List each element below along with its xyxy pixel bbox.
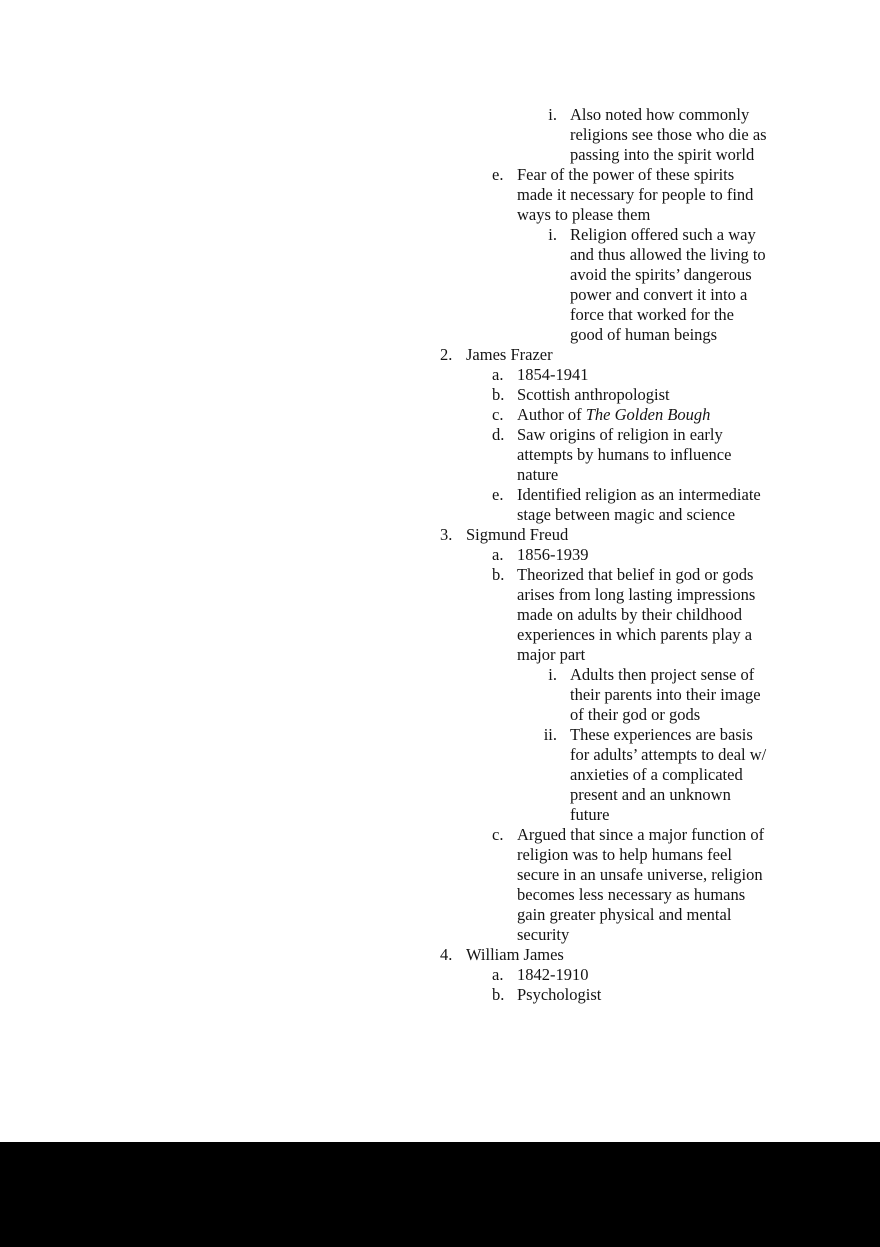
text-line: passing into the spirit world bbox=[570, 145, 755, 164]
item-text bbox=[517, 425, 731, 485]
list-marker: ii. bbox=[543, 725, 557, 744]
outline-item bbox=[528, 725, 767, 825]
italic-title: The Golden Bough bbox=[585, 405, 711, 424]
text-line: becomes less necessary as humans bbox=[517, 885, 746, 904]
text-line: 1854-1941 bbox=[517, 365, 589, 384]
item-text bbox=[517, 825, 764, 945]
text-line: Argued that since a major function of bbox=[517, 825, 765, 844]
text-line: Fear of the power of these spirits bbox=[517, 165, 735, 184]
text-line: nature bbox=[517, 465, 559, 484]
list-marker: i. bbox=[548, 105, 557, 124]
text-line: arises from long lasting impressions bbox=[517, 585, 756, 604]
list-marker: a. bbox=[492, 965, 504, 984]
text-line: Author of The Golden Bough bbox=[517, 405, 711, 424]
list-marker: b. bbox=[492, 565, 505, 584]
outline-item bbox=[440, 345, 767, 365]
list-marker: c. bbox=[492, 405, 504, 424]
outline-item bbox=[492, 565, 767, 665]
text-line: avoid the spirits’ dangerous bbox=[570, 265, 752, 284]
text-line: Adults then project sense of bbox=[570, 665, 755, 684]
text-line: Theorized that belief in god or gods bbox=[517, 565, 754, 584]
item-text bbox=[570, 225, 766, 345]
list-marker: b. bbox=[492, 985, 505, 1004]
text-line: major part bbox=[517, 645, 586, 664]
list-marker: b. bbox=[492, 385, 505, 404]
list-marker: i. bbox=[548, 665, 557, 684]
list-marker: c. bbox=[492, 825, 504, 844]
list-marker: e. bbox=[492, 165, 504, 184]
text-line: for adults’ attempts to deal w/ bbox=[570, 745, 767, 764]
text-line: made on adults by their childhood bbox=[517, 605, 742, 624]
text-line: future bbox=[570, 805, 610, 824]
text-line: William James bbox=[466, 945, 564, 964]
text-line: experiences in which parents play a bbox=[517, 625, 753, 644]
text-line: Saw origins of religion in early bbox=[517, 425, 723, 444]
item-text bbox=[517, 385, 670, 405]
text-line: Also noted how commonly bbox=[570, 105, 750, 124]
bottom-black-bar bbox=[0, 1142, 880, 1247]
list-marker: a. bbox=[492, 365, 504, 384]
outline-item bbox=[528, 225, 767, 345]
outline-item bbox=[440, 525, 767, 545]
text-line: made it necessary for people to find bbox=[517, 185, 754, 204]
text-line: gain greater physical and mental bbox=[517, 905, 732, 924]
item-text bbox=[570, 105, 767, 165]
text-line: Psychologist bbox=[517, 985, 602, 1004]
text-line: anxieties of a complicated bbox=[570, 765, 743, 784]
text-line: stage between magic and science bbox=[517, 505, 736, 524]
list-marker: a. bbox=[492, 545, 504, 564]
outline-item bbox=[492, 825, 767, 945]
item-text bbox=[466, 345, 553, 365]
item-text bbox=[517, 545, 589, 565]
list-marker: 3. bbox=[440, 525, 453, 544]
item-text bbox=[517, 365, 589, 385]
outline-item bbox=[440, 945, 767, 965]
list-marker: 4. bbox=[440, 945, 453, 964]
text-line: present and an unknown bbox=[570, 785, 731, 804]
text-line: secure in an unsafe universe, religion bbox=[517, 865, 763, 884]
text-line: their parents into their image bbox=[570, 685, 761, 704]
outline-item bbox=[492, 165, 767, 225]
text-line: and thus allowed the living to bbox=[570, 245, 766, 264]
text-line: 1842-1910 bbox=[517, 965, 589, 984]
item-text bbox=[517, 965, 589, 985]
text-line: religion was to help humans feel bbox=[517, 845, 732, 864]
outline-item bbox=[492, 965, 767, 985]
item-text bbox=[466, 945, 564, 965]
item-text bbox=[517, 405, 710, 425]
item-text bbox=[517, 985, 601, 1005]
outline-item bbox=[492, 545, 767, 565]
list-marker: i. bbox=[548, 225, 557, 244]
outline-item bbox=[528, 105, 767, 165]
item-text bbox=[517, 165, 753, 225]
text-line: Religion offered such a way bbox=[570, 225, 756, 244]
text-line: These experiences are basis bbox=[570, 725, 753, 744]
list-marker: e. bbox=[492, 485, 504, 504]
text-line: power and convert it into a bbox=[570, 285, 748, 304]
text-line: ways to please them bbox=[517, 205, 651, 224]
text-line: force that worked for the bbox=[570, 305, 735, 324]
outline-content bbox=[440, 105, 767, 1005]
text-line: Identified religion as an intermediate bbox=[517, 485, 761, 504]
outline-item bbox=[492, 485, 767, 525]
item-text bbox=[570, 665, 761, 725]
outline-item bbox=[492, 405, 767, 425]
text-line: Sigmund Freud bbox=[466, 525, 569, 544]
outline-item bbox=[492, 365, 767, 385]
text-line: of their god or gods bbox=[570, 705, 701, 724]
item-text bbox=[466, 525, 568, 545]
text-line: James Frazer bbox=[466, 345, 553, 364]
text-line: religions see those who die as bbox=[570, 125, 767, 144]
text-line: Scottish anthropologist bbox=[517, 385, 670, 404]
text-line: attempts by humans to influence bbox=[517, 445, 732, 464]
text-line: good of human beings bbox=[570, 325, 718, 344]
text-line: security bbox=[517, 925, 570, 944]
item-text bbox=[570, 725, 766, 825]
outline-item bbox=[492, 985, 767, 1005]
outline-item bbox=[492, 425, 767, 485]
outline-item bbox=[492, 385, 767, 405]
outline-item bbox=[528, 665, 767, 725]
list-marker: d. bbox=[492, 425, 505, 444]
item-text bbox=[517, 565, 755, 665]
list-marker: 2. bbox=[440, 345, 453, 364]
item-text bbox=[517, 485, 761, 525]
text-line: 1856-1939 bbox=[517, 545, 589, 564]
